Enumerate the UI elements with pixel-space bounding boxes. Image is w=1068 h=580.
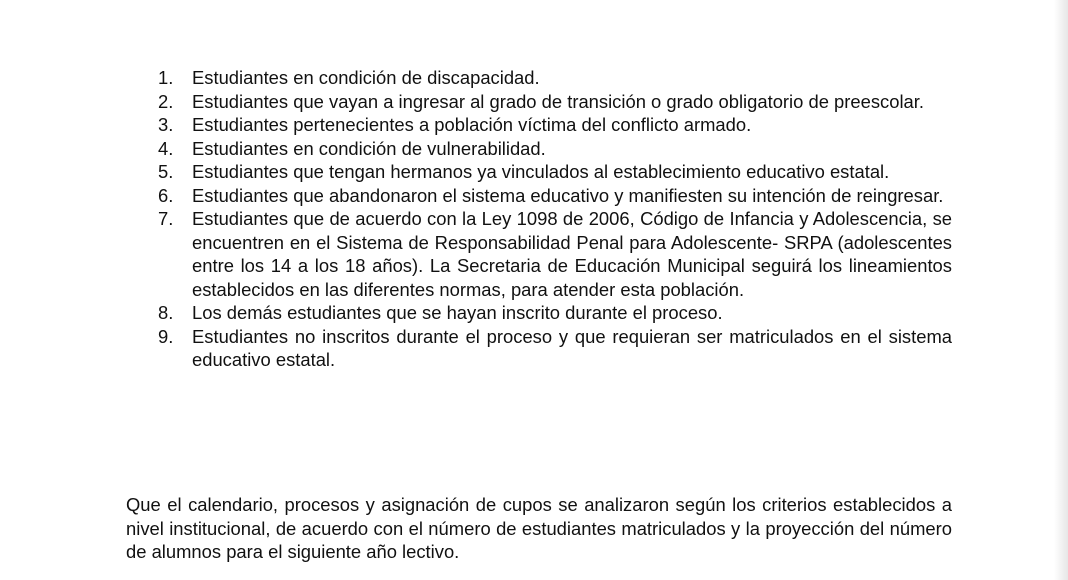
list-item-number: 2. [158,90,174,112]
list-item-text: Estudiantes pertenecientes a población víctima del conflicto armado. [192,114,752,135]
list-item-number: 7. [158,208,174,229]
list-item-text: Estudiantes en condición de vulnerabilidad. [192,137,546,159]
list-item [158,90,952,114]
list-item-text: Estudiantes que abandonaron el sistema educativo y manifiesten su intención de reingresar. [192,184,944,206]
list-item-text: Estudiantes que tengan hermanos ya vinculados al establecimiento educativo estatal. [192,161,890,182]
list-item-text: Estudiantes no inscritos durante el proceso y que requieran ser matriculados en el sistema educativo estatal. [192,325,952,370]
list-item-text: Los demás estudiantes que se hayan inscrito durante el proceso. [192,302,723,323]
list-item [158,137,952,161]
list-item-number: 9. [158,325,174,347]
list-item [158,207,952,301]
closing-paragraph: Que el calendario, procesos y asignación de cupos se analizaron según los criterios establecidos a nivel institucional, de acuerdo con el número de estudiantes matriculados y la proyección del número de alumnos para el siguiente año lectivo. [126,494,952,562]
list-item [158,325,952,372]
list-item-text: Estudiantes en condición de discapacidad. [192,67,540,88]
list-item [158,184,952,208]
list-item-number: 1. [158,67,174,88]
page-edge-shadow [1054,0,1068,580]
list-item [158,66,952,90]
list-item-text: Estudiantes que de acuerdo con la Ley 1098 de 2006, Código de Infancia y Adolescencia, se encuentren en el Sistema de Responsabilidad Penal para Adolescente- SRPA (adolescentes entre los 14 a los 18 años). La Secretaria de Educación Municipal seguirá los lineamientos establecidos en las diferentes normas, para atender esta población. [192,208,952,300]
list-item-number: 8. [158,302,174,323]
list-item-number: 5. [158,161,174,182]
list-item-number: 6. [158,184,174,206]
list-item-text: Estudiantes que vayan a ingresar al grado de transición o grado obligatorio de preescolar. [192,90,925,112]
list-item-number: 3. [158,114,174,135]
list-item [158,113,952,137]
list-item [158,160,952,184]
list-item [158,301,952,325]
priority-list [158,66,952,372]
list-item-number: 4. [158,137,174,159]
